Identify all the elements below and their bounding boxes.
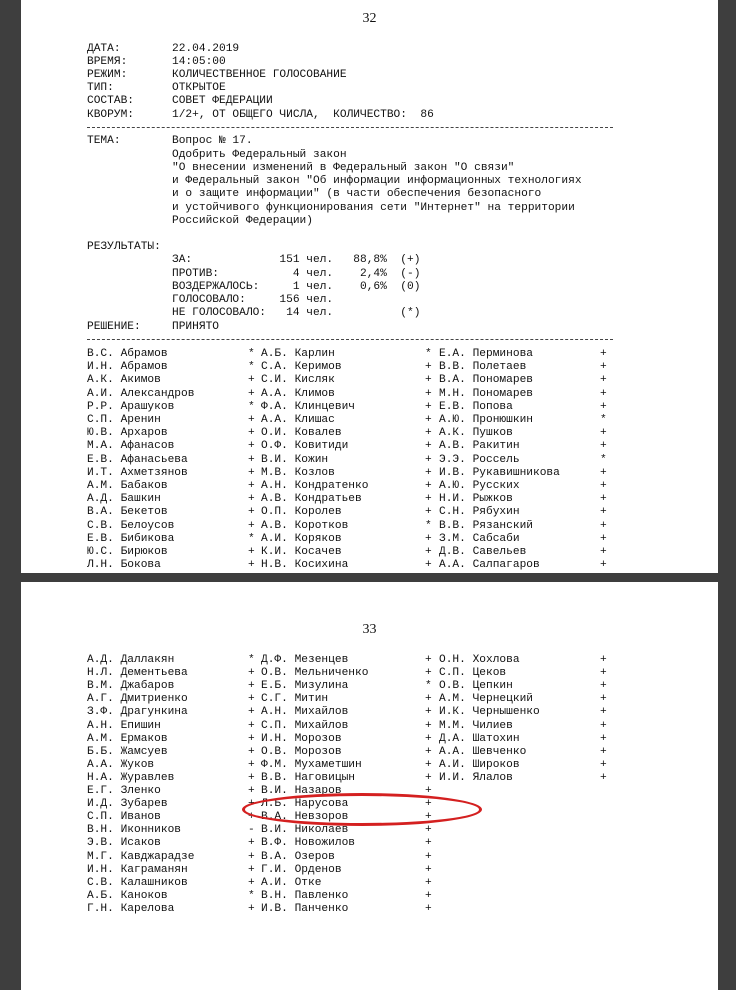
vote-row (21, 493, 718, 506)
topic-line: и о защите информации" (в части обеспечения безопасного (172, 188, 542, 200)
vote-mark: + (425, 480, 432, 492)
vote-mark: + (248, 453, 255, 466)
vote-row (21, 746, 718, 759)
senator-name: Г.Н. Карелова (87, 902, 175, 915)
senator-name: Ф.М. Мухаметшин (261, 758, 362, 771)
vote-mark: + (600, 466, 607, 479)
vote-mark: + (248, 667, 255, 680)
senator-name: В.Н. Иконников (87, 824, 181, 837)
senator-name: О.Ф. Ковитиди (261, 440, 349, 453)
vote-mark: + (425, 559, 432, 572)
vote-mark: + (600, 758, 607, 771)
vote-mark: * (600, 414, 607, 426)
vote-mark: + (248, 863, 255, 876)
vote-row (21, 772, 718, 785)
vote-mark: + (425, 706, 432, 719)
vote-mark: + (600, 519, 607, 532)
senator-name: А.Б. Каноков (87, 889, 168, 902)
vote-row (21, 414, 718, 427)
senator-name: А.Б. Карлин (261, 348, 335, 360)
vote-mark: + (248, 519, 255, 532)
vote-mark: + (425, 732, 432, 745)
senator-name: М.А. Афанасов (87, 440, 175, 453)
separator-line (87, 339, 613, 340)
senator-name: В.Ф. Новожилов (261, 837, 355, 850)
senator-name: Н.И. Рыжков (439, 493, 513, 506)
senator-name: Л.Б. Нарусова (261, 798, 349, 811)
vote-mark: + (600, 400, 607, 413)
senator-name: С.Г. Митин (261, 693, 329, 706)
senator-name: Н.В. Косихина (261, 559, 349, 572)
vote-row (21, 890, 718, 903)
senator-name: С.П. Михайлов (261, 719, 349, 732)
vote-row (21, 401, 718, 414)
senator-name: А.Ю. Пронюшкин (439, 414, 533, 426)
vote-mark: + (425, 387, 432, 400)
vote-mark: + (425, 374, 432, 387)
senator-name: О.Н. Хохлова (439, 654, 520, 666)
senator-name: А.И. Александров (87, 387, 195, 400)
vote-mark: + (248, 837, 255, 850)
vote-mark: + (600, 493, 607, 506)
meta-value-type: ОТКРЫТОЕ (172, 82, 226, 94)
vote-mark: + (248, 798, 255, 811)
vote-row (21, 706, 718, 719)
senator-name: И.К. Чернышенко (439, 706, 540, 719)
senator-name: В.В. Рязанский (439, 519, 533, 532)
senator-name: А.Ю. Русских (439, 480, 520, 492)
senator-name: В.И. Кожин (261, 453, 329, 466)
vote-row (21, 864, 718, 877)
senator-name: В.А. Невзоров (261, 811, 349, 824)
page-number: 33 (362, 622, 377, 637)
vote-row (21, 480, 718, 493)
senator-name: Ф.А. Клинцевич (261, 400, 355, 413)
separator-line (87, 127, 613, 128)
meta-value-composition: СОВЕТ ФЕДЕРАЦИИ (172, 95, 273, 107)
senator-name: Е.Б. Мизулина (261, 680, 349, 693)
vote-mark: + (248, 850, 255, 863)
senator-name: В.И. Назаров (261, 785, 342, 797)
vote-mark: + (425, 863, 432, 876)
result-abstained: ВОЗДЕРЖАЛОСЬ: 1 чел. 0,6% (0) (172, 281, 421, 293)
topic-line: Российской Федерации) (172, 215, 313, 227)
vote-mark: + (425, 466, 432, 479)
vote-row (21, 388, 718, 401)
vote-mark: + (248, 785, 255, 797)
senator-name: А.А. Салпагаров (439, 559, 540, 572)
result-not-voted: НЕ ГОЛОСОВАЛО: 14 чел. (*) (172, 307, 421, 319)
vote-mark: + (600, 427, 607, 440)
vote-mark: + (425, 427, 432, 440)
result-for: ЗА: 151 чел. 88,8% (+) (172, 254, 421, 266)
senator-name: В.Н. Павленко (261, 889, 349, 902)
vote-mark: + (425, 824, 432, 837)
vote-mark: + (425, 719, 432, 732)
vote-mark: + (600, 654, 607, 666)
vote-mark: + (600, 559, 607, 572)
vote-mark: + (600, 348, 607, 360)
senator-name: Р.Р. Арашуков (87, 400, 175, 413)
senator-name: Д.А. Шатохин (439, 732, 520, 745)
vote-mark: + (425, 758, 432, 771)
vote-mark: * (248, 348, 255, 360)
vote-mark: + (425, 785, 432, 797)
vote-mark: + (600, 440, 607, 453)
senator-name: Д.Ф. Мезенцев (261, 654, 349, 666)
senator-name: И.И. Ялалов (439, 771, 513, 784)
vote-mark: + (600, 719, 607, 732)
senator-name: А.Г. Дмитриенко (87, 693, 188, 706)
meta-label-quorum: КВОРУМ: (87, 109, 134, 121)
vote-row (21, 559, 718, 572)
vote-mark: + (600, 546, 607, 558)
vote-row (21, 520, 718, 533)
senator-name: А.И. Широков (439, 758, 520, 771)
vote-mark: + (425, 667, 432, 680)
vote-mark: + (425, 811, 432, 824)
vote-mark: + (248, 387, 255, 400)
vote-mark: + (248, 732, 255, 745)
topic-line: и Федеральный закон "Об информации информационных технологиях (172, 175, 582, 187)
vote-mark: + (425, 361, 432, 374)
vote-row (21, 759, 718, 772)
vote-mark: + (600, 680, 607, 693)
senator-name: В.А. Пономарев (439, 374, 533, 387)
senator-name: С.В. Калашников (87, 876, 188, 889)
vote-mark: - (248, 824, 255, 837)
senator-name: Е.В. Афанасьева (87, 453, 188, 466)
senator-name: Э.Э. Россель (439, 453, 520, 466)
vote-mark: + (425, 453, 432, 466)
vote-mark: + (425, 745, 432, 758)
vote-mark: + (425, 532, 432, 545)
senator-name: И.Н. Морозов (261, 732, 342, 745)
vote-mark: + (600, 361, 607, 374)
vote-mark: + (425, 798, 432, 811)
vote-row (21, 877, 718, 890)
senator-name: О.П. Королев (261, 506, 342, 519)
senator-name: М.В. Козлов (261, 466, 335, 479)
vote-mark: * (425, 348, 432, 360)
vote-mark: + (248, 440, 255, 453)
senator-name: К.И. Косачев (261, 546, 342, 558)
senator-name: А.Д. Даллакян (87, 654, 175, 666)
vote-mark: * (248, 361, 255, 374)
senator-name: А.К. Пушков (439, 427, 513, 440)
senator-name: В.В. Полетаев (439, 361, 527, 374)
senator-name: О.В. Морозов (261, 745, 342, 758)
senator-name: А.Н. Епишин (87, 719, 161, 732)
senator-name: И.Н. Абрамов (87, 361, 168, 374)
vote-mark: + (248, 506, 255, 519)
meta-value-mode: КОЛИЧЕСТВЕННОЕ ГОЛОСОВАНИЕ (172, 69, 347, 81)
vote-row (21, 680, 718, 693)
senator-name: А.М. Чернецкий (439, 693, 533, 706)
senator-name: С.Н. Рябухин (439, 506, 520, 519)
vote-mark: + (248, 559, 255, 572)
vote-row (21, 361, 718, 374)
senator-name: А.А. Жуков (87, 758, 155, 771)
senator-name: А.А. Клишас (261, 414, 335, 426)
vote-mark: + (425, 493, 432, 506)
vote-mark: + (425, 693, 432, 706)
vote-mark: + (248, 680, 255, 693)
vote-mark: + (248, 546, 255, 558)
vote-mark: + (425, 414, 432, 426)
vote-row (21, 903, 718, 916)
senator-name: В.М. Джабаров (87, 680, 175, 693)
senator-name: Ю.В. Архаров (87, 427, 168, 440)
senator-name: З.Ф. Драгункина (87, 706, 188, 719)
vote-mark: + (248, 771, 255, 784)
vote-row (21, 733, 718, 746)
vote-row (21, 374, 718, 387)
page-number: 32 (362, 11, 377, 26)
vote-row (21, 533, 718, 546)
senator-name: В.С. Абрамов (87, 348, 168, 360)
vote-mark: + (600, 771, 607, 784)
vote-mark: + (425, 889, 432, 902)
vote-mark: + (248, 758, 255, 771)
senator-name: Е.Г. Зленко (87, 785, 161, 797)
vote-mark: + (248, 719, 255, 732)
vote-mark: + (425, 876, 432, 889)
topic-label: ТЕМА: (87, 135, 121, 147)
senator-name: А.Н. Кондратенко (261, 480, 369, 492)
vote-mark: + (600, 706, 607, 719)
vote-row (21, 851, 718, 864)
vote-row (21, 837, 718, 850)
senator-name: Е.А. Перминова (439, 348, 533, 360)
vote-mark: + (600, 374, 607, 387)
senator-name: А.В. Ракитин (439, 440, 520, 453)
senator-name: А.Д. Башкин (87, 493, 161, 506)
vote-row (21, 454, 718, 467)
vote-mark: + (425, 506, 432, 519)
vote-mark: + (425, 850, 432, 863)
vote-mark: + (248, 374, 255, 387)
senator-name: С.П. Иванов (87, 811, 161, 824)
senator-name: А.В. Кондратьев (261, 493, 362, 506)
senator-name: М.М. Чилиев (439, 719, 513, 732)
senator-name: Ю.С. Бирюков (87, 546, 168, 558)
senator-name: Э.В. Исаков (87, 837, 161, 850)
senator-name: А.А. Климов (261, 387, 335, 400)
document-page-32 (21, 0, 718, 573)
senator-name: О.И. Ковалев (261, 427, 342, 440)
senator-name: О.В. Мельниченко (261, 667, 369, 680)
vote-mark: + (248, 902, 255, 915)
vote-mark: + (248, 427, 255, 440)
vote-row (21, 720, 718, 733)
senator-name: Н.А. Журавлев (87, 771, 175, 784)
decision-value: ПРИНЯТО (172, 321, 219, 333)
vote-row (21, 667, 718, 680)
vote-mark: * (248, 889, 255, 902)
senator-name: Е.В. Бибикова (87, 532, 175, 545)
vote-row (21, 506, 718, 519)
meta-value-time: 14:05:00 (172, 56, 226, 68)
vote-mark: + (425, 654, 432, 666)
vote-row (21, 348, 718, 361)
vote-mark: + (248, 706, 255, 719)
senator-name: И.Н. Каграманян (87, 863, 188, 876)
topic-line: Одобрить Федеральный закон (172, 149, 347, 161)
senator-name: В.И. Николаев (261, 824, 349, 837)
meta-label-mode: РЕЖИМ: (87, 69, 128, 81)
senator-name: Н.Л. Дементьева (87, 667, 188, 680)
senator-name: А.А. Шевченко (439, 745, 527, 758)
vote-mark: + (600, 745, 607, 758)
vote-mark: * (425, 519, 432, 532)
senator-name: С.И. Кисляк (261, 374, 335, 387)
vote-row (21, 546, 718, 559)
vote-mark: * (248, 654, 255, 666)
senator-name: М.Н. Пономарев (439, 387, 533, 400)
topic-line: и устойчивого функционирования сети "Интернет" на территории (172, 202, 575, 214)
meta-value-quorum: 1/2+, ОТ ОБЩЕГО ЧИСЛА, КОЛИЧЕСТВО: 86 (172, 109, 434, 121)
document-page-33 (21, 582, 718, 990)
senator-name: О.В. Цепкин (439, 680, 513, 693)
vote-mark: + (248, 876, 255, 889)
vote-row (21, 654, 718, 667)
vote-mark: + (600, 693, 607, 706)
senator-name: Г.И. Орденов (261, 863, 342, 876)
meta-value-date: 22.04.2019 (172, 43, 240, 55)
senator-name: З.М. Сабсаби (439, 532, 520, 545)
senator-name: Е.В. Попова (439, 400, 513, 413)
vote-mark: + (600, 387, 607, 400)
senator-name: А.М. Бабаков (87, 480, 168, 492)
senator-name: Д.В. Савельев (439, 546, 527, 558)
senator-name: И.Т. Ахметзянов (87, 466, 188, 479)
senator-name: А.И. Коряков (261, 532, 342, 545)
vote-mark: * (600, 453, 607, 466)
senator-name: С.П. Аренин (87, 414, 161, 426)
vote-row (21, 824, 718, 837)
results-label: РЕЗУЛЬТАТЫ: (87, 241, 161, 253)
senator-name: А.И. Отке (261, 876, 322, 889)
senator-name: Л.Н. Бокова (87, 559, 161, 572)
highlight-ellipse (242, 793, 482, 826)
vote-mark: + (600, 480, 607, 492)
senator-name: Б.Б. Жамсуев (87, 745, 168, 758)
vote-mark: + (425, 902, 432, 915)
vote-mark: + (248, 693, 255, 706)
senator-name: С.В. Белоусов (87, 519, 175, 532)
result-voted: ГОЛОСОВАЛО: 156 чел. (172, 294, 334, 306)
vote-mark: * (425, 680, 432, 693)
vote-mark: + (248, 466, 255, 479)
vote-mark: + (248, 493, 255, 506)
senator-name: В.А. Бекетов (87, 506, 168, 519)
meta-label-type: ТИП: (87, 82, 114, 94)
vote-mark: + (600, 532, 607, 545)
vote-mark: + (248, 745, 255, 758)
topic-line: "О внесении изменений в Федеральный закон "О связи" (172, 162, 515, 174)
senator-name: И.Д. Зубарев (87, 798, 168, 811)
vote-mark: + (248, 414, 255, 426)
vote-mark: + (600, 732, 607, 745)
senator-name: В.А. Озеров (261, 850, 335, 863)
meta-label-composition: СОСТАВ: (87, 95, 134, 107)
vote-mark: * (248, 532, 255, 545)
vote-mark: + (425, 837, 432, 850)
vote-row (21, 440, 718, 453)
senator-name: А.М. Ермаков (87, 732, 168, 745)
senator-name: М.Г. Кавджарадзе (87, 850, 195, 863)
meta-label-date: ДАТА: (87, 43, 121, 55)
senator-name: А.В. Коротков (261, 519, 349, 532)
vote-mark: * (248, 400, 255, 413)
vote-row (21, 693, 718, 706)
vote-mark: + (425, 771, 432, 784)
meta-label-time: ВРЕМЯ: (87, 56, 128, 68)
senator-name: В.В. Наговицын (261, 771, 355, 784)
senator-name: И.В. Панченко (261, 902, 349, 915)
senator-name: С.А. Керимов (261, 361, 342, 374)
decision-label: РЕШЕНИЕ: (87, 321, 141, 333)
result-against: ПРОТИВ: 4 чел. 2,4% (-) (172, 268, 421, 280)
vote-mark: + (248, 480, 255, 492)
vote-row (21, 427, 718, 440)
vote-mark: + (425, 546, 432, 558)
senator-name: С.П. Цеков (439, 667, 507, 680)
vote-mark: + (600, 506, 607, 519)
vote-mark: + (600, 667, 607, 680)
vote-mark: + (248, 811, 255, 824)
vote-mark: + (425, 440, 432, 453)
vote-mark: + (425, 400, 432, 413)
senator-name: А.Н. Михайлов (261, 706, 349, 719)
senator-name: А.К. Акимов (87, 374, 161, 387)
topic-line: Вопрос № 17. (172, 135, 253, 147)
senator-name: И.В. Рукавишникова (439, 466, 560, 479)
vote-row (21, 467, 718, 480)
